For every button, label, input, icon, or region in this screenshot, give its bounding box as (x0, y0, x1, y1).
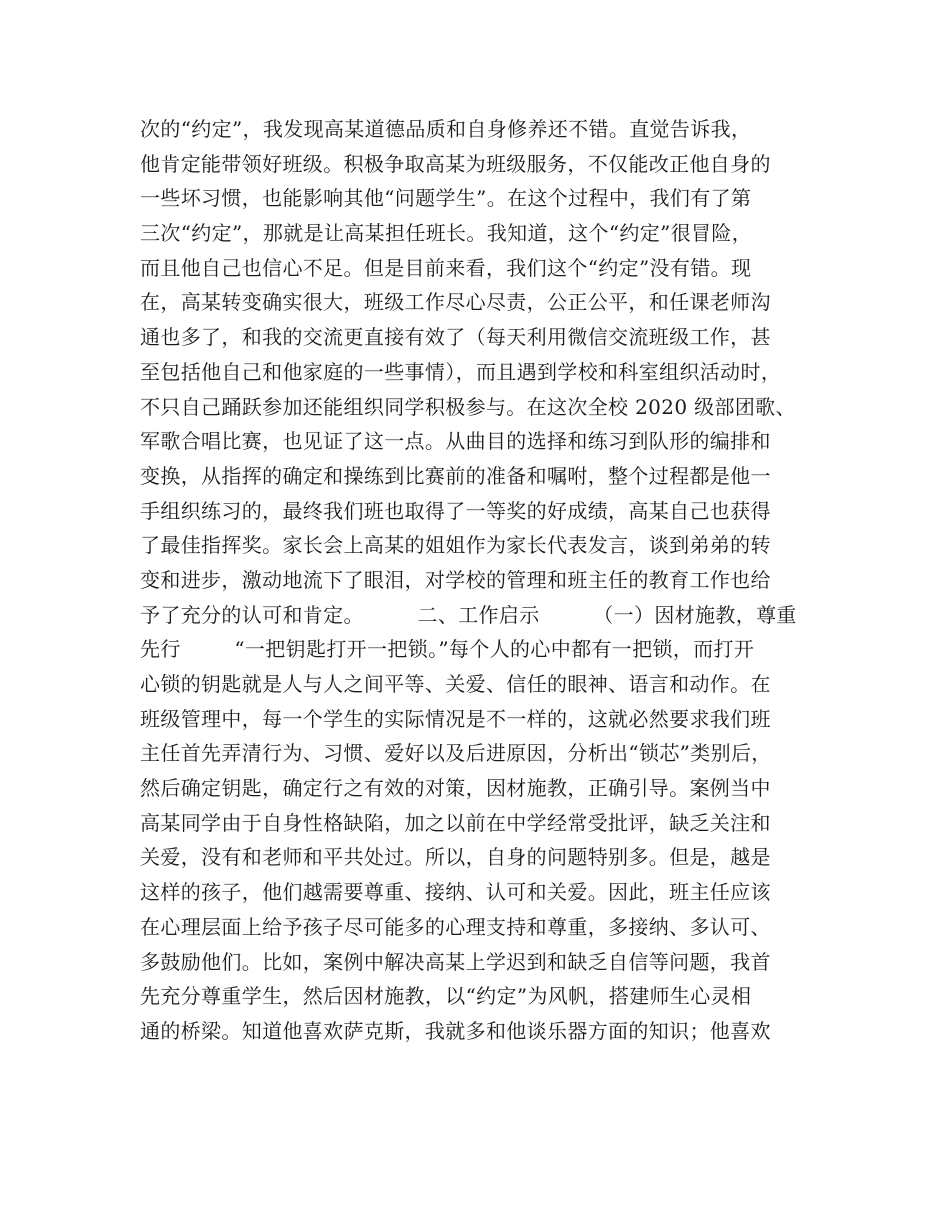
text-line: 通的桥梁。知道他喜欢萨克斯，我就多和他谈乐器方面的知识；他喜欢 (140, 1018, 771, 1043)
text-line: 在心理层面上给予孩子尽可能多的心理支持和尊重，多接纳、多认可、 (140, 914, 771, 939)
text-line: 手组织练习的，最终我们班也取得了一等奖的好成绩，高某自己也获得 (140, 498, 771, 523)
text-line: 关爱，没有和老师和平共处过。所以，自身的问题特别多。但是，越是 (140, 845, 771, 870)
text-line: 变和进步，激动地流下了眼泪，对学校的管理和班主任的教育工作也给 (140, 567, 771, 592)
text-line: 先充分尊重学生，然后因材施教，以“约定”为风帆，搭建师生心灵相 (140, 984, 752, 1009)
body-text (140, 112, 830, 1049)
text-line: 一些坏习惯，也能影响其他“问题学生”。在这个过程中，我们有了第 (140, 186, 752, 211)
text-line: 不只自己踊跃参加还能组织同学积极参与。在这次全校 2020 级部团歌、 (140, 394, 796, 419)
text-line: 变换，从指挥的确定和操练到比赛前的准备和嘱咐，整个过程都是他一 (140, 463, 771, 488)
text-line: 了最佳指挥奖。家长会上高某的姐姐作为家长代表发言，谈到弟弟的转 (140, 533, 771, 558)
text-line: 主任首先弄清行为、习惯、爱好以及后进原因，分析出“锁芯”类别后， (140, 741, 772, 766)
text-line: 至包括他自己和他家庭的一些事情），而且遇到学校和科室组织活动时， (140, 359, 782, 384)
text-line: 在，高某转变确实很大，班级工作尽心尽责，公正公平，和任课老师沟 (140, 290, 771, 315)
text-line: 心锁的钥匙就是人与人之间平等、关爱、信任的眼神、语言和动作。在 (140, 672, 771, 696)
text-line: 而且他自己也信心不足。但是目前来看，我们这个“约定”没有错。现 (140, 255, 752, 280)
text-line: 先行 “一把钥匙打开一把锁。”每个人的心中都有一把锁，而打开 (140, 637, 755, 662)
text-line: 军歌合唱比赛，也见证了这一点。从曲目的选择和练习到队形的编排和 (140, 429, 771, 454)
text-line: 班级管理中，每一个学生的实际情况是不一样的，这就必然要求我们班 (140, 706, 771, 731)
text-line: 然后确定钥匙，确定行之有效的对策，因材施教，正确引导。案例当中 (140, 776, 771, 801)
text-line: 予了充分的认可和肯定。 二、工作启示 （一）因材施教，尊重 (140, 602, 797, 627)
text-line: 通也多了，和我的交流更直接有效了（每天利用微信交流班级工作，甚 (140, 325, 771, 350)
text-line: 这样的孩子，他们越需要尊重、接纳、认可和关爱。因此，班主任应该 (140, 880, 771, 905)
text-line: 高某同学由于自身性格缺陷，加之以前在中学经常受批评，缺乏关注和 (140, 810, 771, 835)
text-line: 他肯定能带领好班级。积极争取高某为班级服务，不仅能改正他自身的 (140, 151, 771, 176)
text-line: 次的“约定”，我发现高某道德品质和自身修养还不错。直觉告诉我， (140, 117, 752, 141)
text-line: 多鼓励他们。比如，案例中解决高某上学迟到和缺乏自信等问题，我首 (140, 949, 771, 974)
text-line: 三次“约定”，那就是让高某担任班长。我知道，这个“约定”很冒险， (140, 221, 753, 246)
